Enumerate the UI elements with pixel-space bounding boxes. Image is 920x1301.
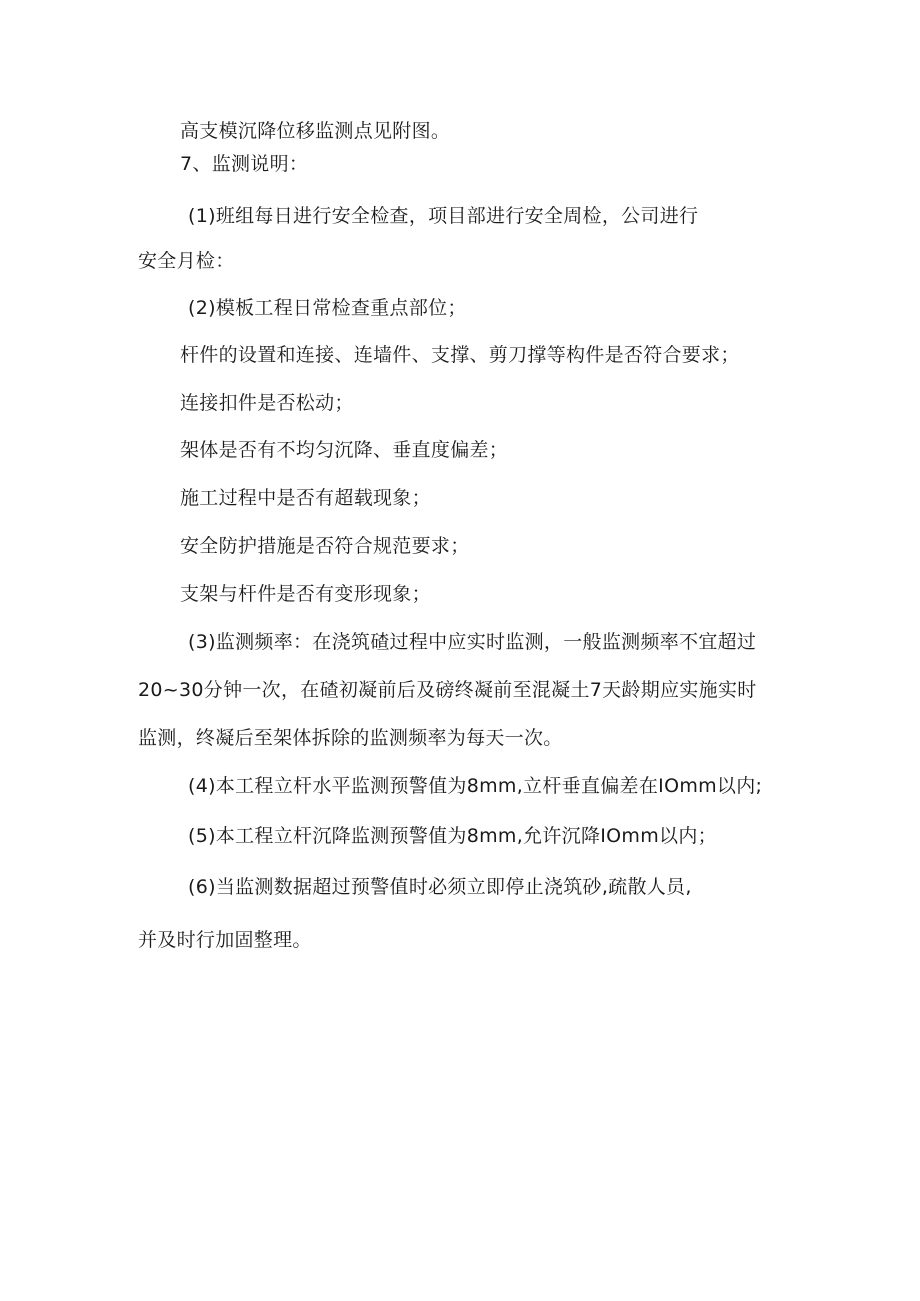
text-line-1: 高支模沉降位移监测点见附图。 (180, 120, 451, 142)
text-line-15: (4)本工程立杆水平监测预警值为8mm,立杆垂直偏差在IOmm以内; (188, 775, 763, 797)
text-line-6: 杆件的设置和连接、连墙件、支撑、剪刀撑等构件是否符合要求； (180, 344, 740, 366)
text-line-10: 安全防护措施是否符合规范要求； (180, 535, 470, 557)
text-line-9: 施工过程中是否有超载现象； (180, 487, 431, 509)
text-line-5: (2)模板工程日常检查重点部位； (188, 297, 467, 319)
text-line-8: 架体是否有不均匀沉降、垂直度偏差； (180, 439, 509, 461)
text-line-13: 20~30分钟一次，在碴初凝前后及磅终凝前至混凝土7天龄期应实施实时 (138, 679, 757, 701)
text-line-7: 连接扣件是否松动； (180, 392, 354, 414)
text-line-11: 支架与杆件是否有变形现象； (180, 583, 431, 605)
text-line-12: (3)监测频率：在浇筑碴过程中应实时监测，一般监测频率不宜超过 (188, 631, 757, 653)
text-line-17: (6)当监测数据超过预警值时必须立即停止浇筑砂,疏散人员, (188, 876, 692, 898)
text-line-18: 并及时行加固整理。 (138, 929, 312, 951)
text-line-4: 安全月检： (138, 250, 235, 272)
text-line-16: (5)本工程立杆沉降监测预警值为8mm,允许沉降IOmm以内； (188, 825, 717, 847)
text-line-14: 监测，终凝后至架体拆除的监测频率为每天一次。 (138, 727, 563, 749)
text-line-2-section-heading: 7、监测说明： (180, 153, 309, 175)
text-line-3: (1)班组每日进行安全检查，项目部进行安全周检，公司进行 (188, 205, 699, 227)
